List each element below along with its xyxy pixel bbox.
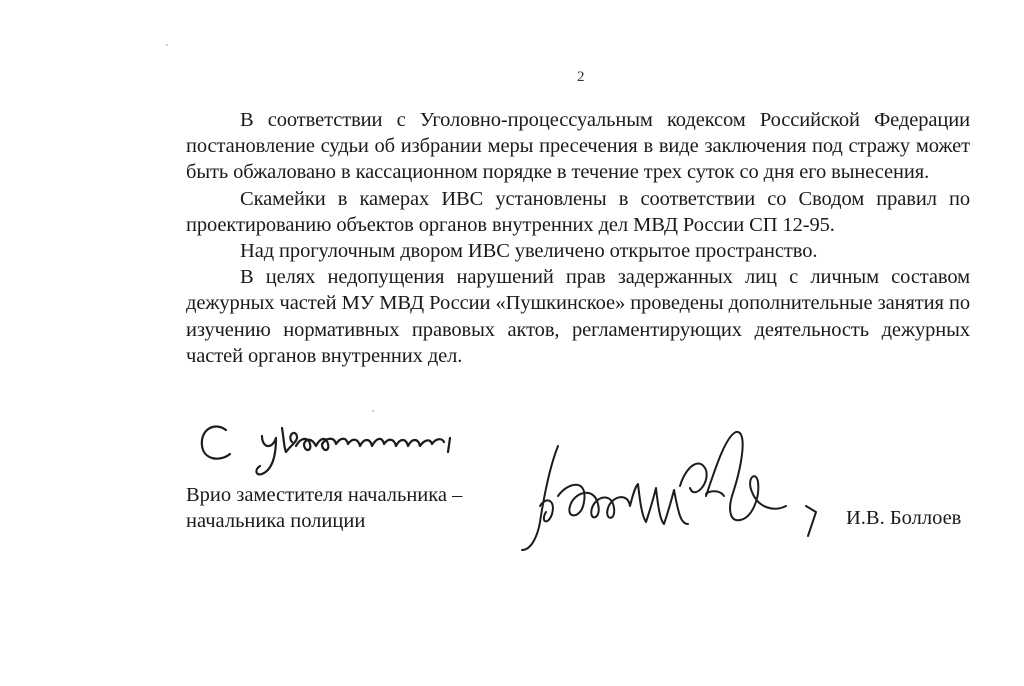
signature (510, 426, 840, 556)
scan-speck (166, 44, 168, 46)
signer-title (186, 482, 462, 534)
page-number: 2 (577, 69, 585, 85)
handwritten-closing (196, 408, 466, 478)
paragraph-yard: Над прогулочным двором ИВС увеличено открытое пространство. (240, 240, 818, 263)
paragraph-appeal: В соответствии с Уголовно-процессуальным кодексом Российской Федерации постановление судьи об избрании меры пресечения в виде заключения под стражу может быть обжаловано в кассационном порядке в течение трех суток со дня его вынесения. (186, 109, 970, 184)
paragraph-benches: Скамейки в камерах ИВС установлены в соответствии со Сводом правил по проектированию объектов органов внутренних дел МВД России СП 12-95. (186, 187, 970, 236)
signer-name: И.В. Боллоев (846, 507, 962, 529)
scan-speck (372, 410, 374, 412)
paragraph-training: В целях недопущения нарушений прав задержанных лиц с личным составом дежурных частей МУ МВД России «Пушкинское» проведены дополнительные занятия по изучению нормативных правовых актов, регламентирующих деятельность дежурных частей органов внутренних дел. (186, 266, 970, 367)
signer-title-line-1: Врио заместителя начальника – (186, 484, 463, 506)
signer-title-line-2: начальника полиции (186, 510, 366, 532)
letter-body (186, 107, 970, 369)
